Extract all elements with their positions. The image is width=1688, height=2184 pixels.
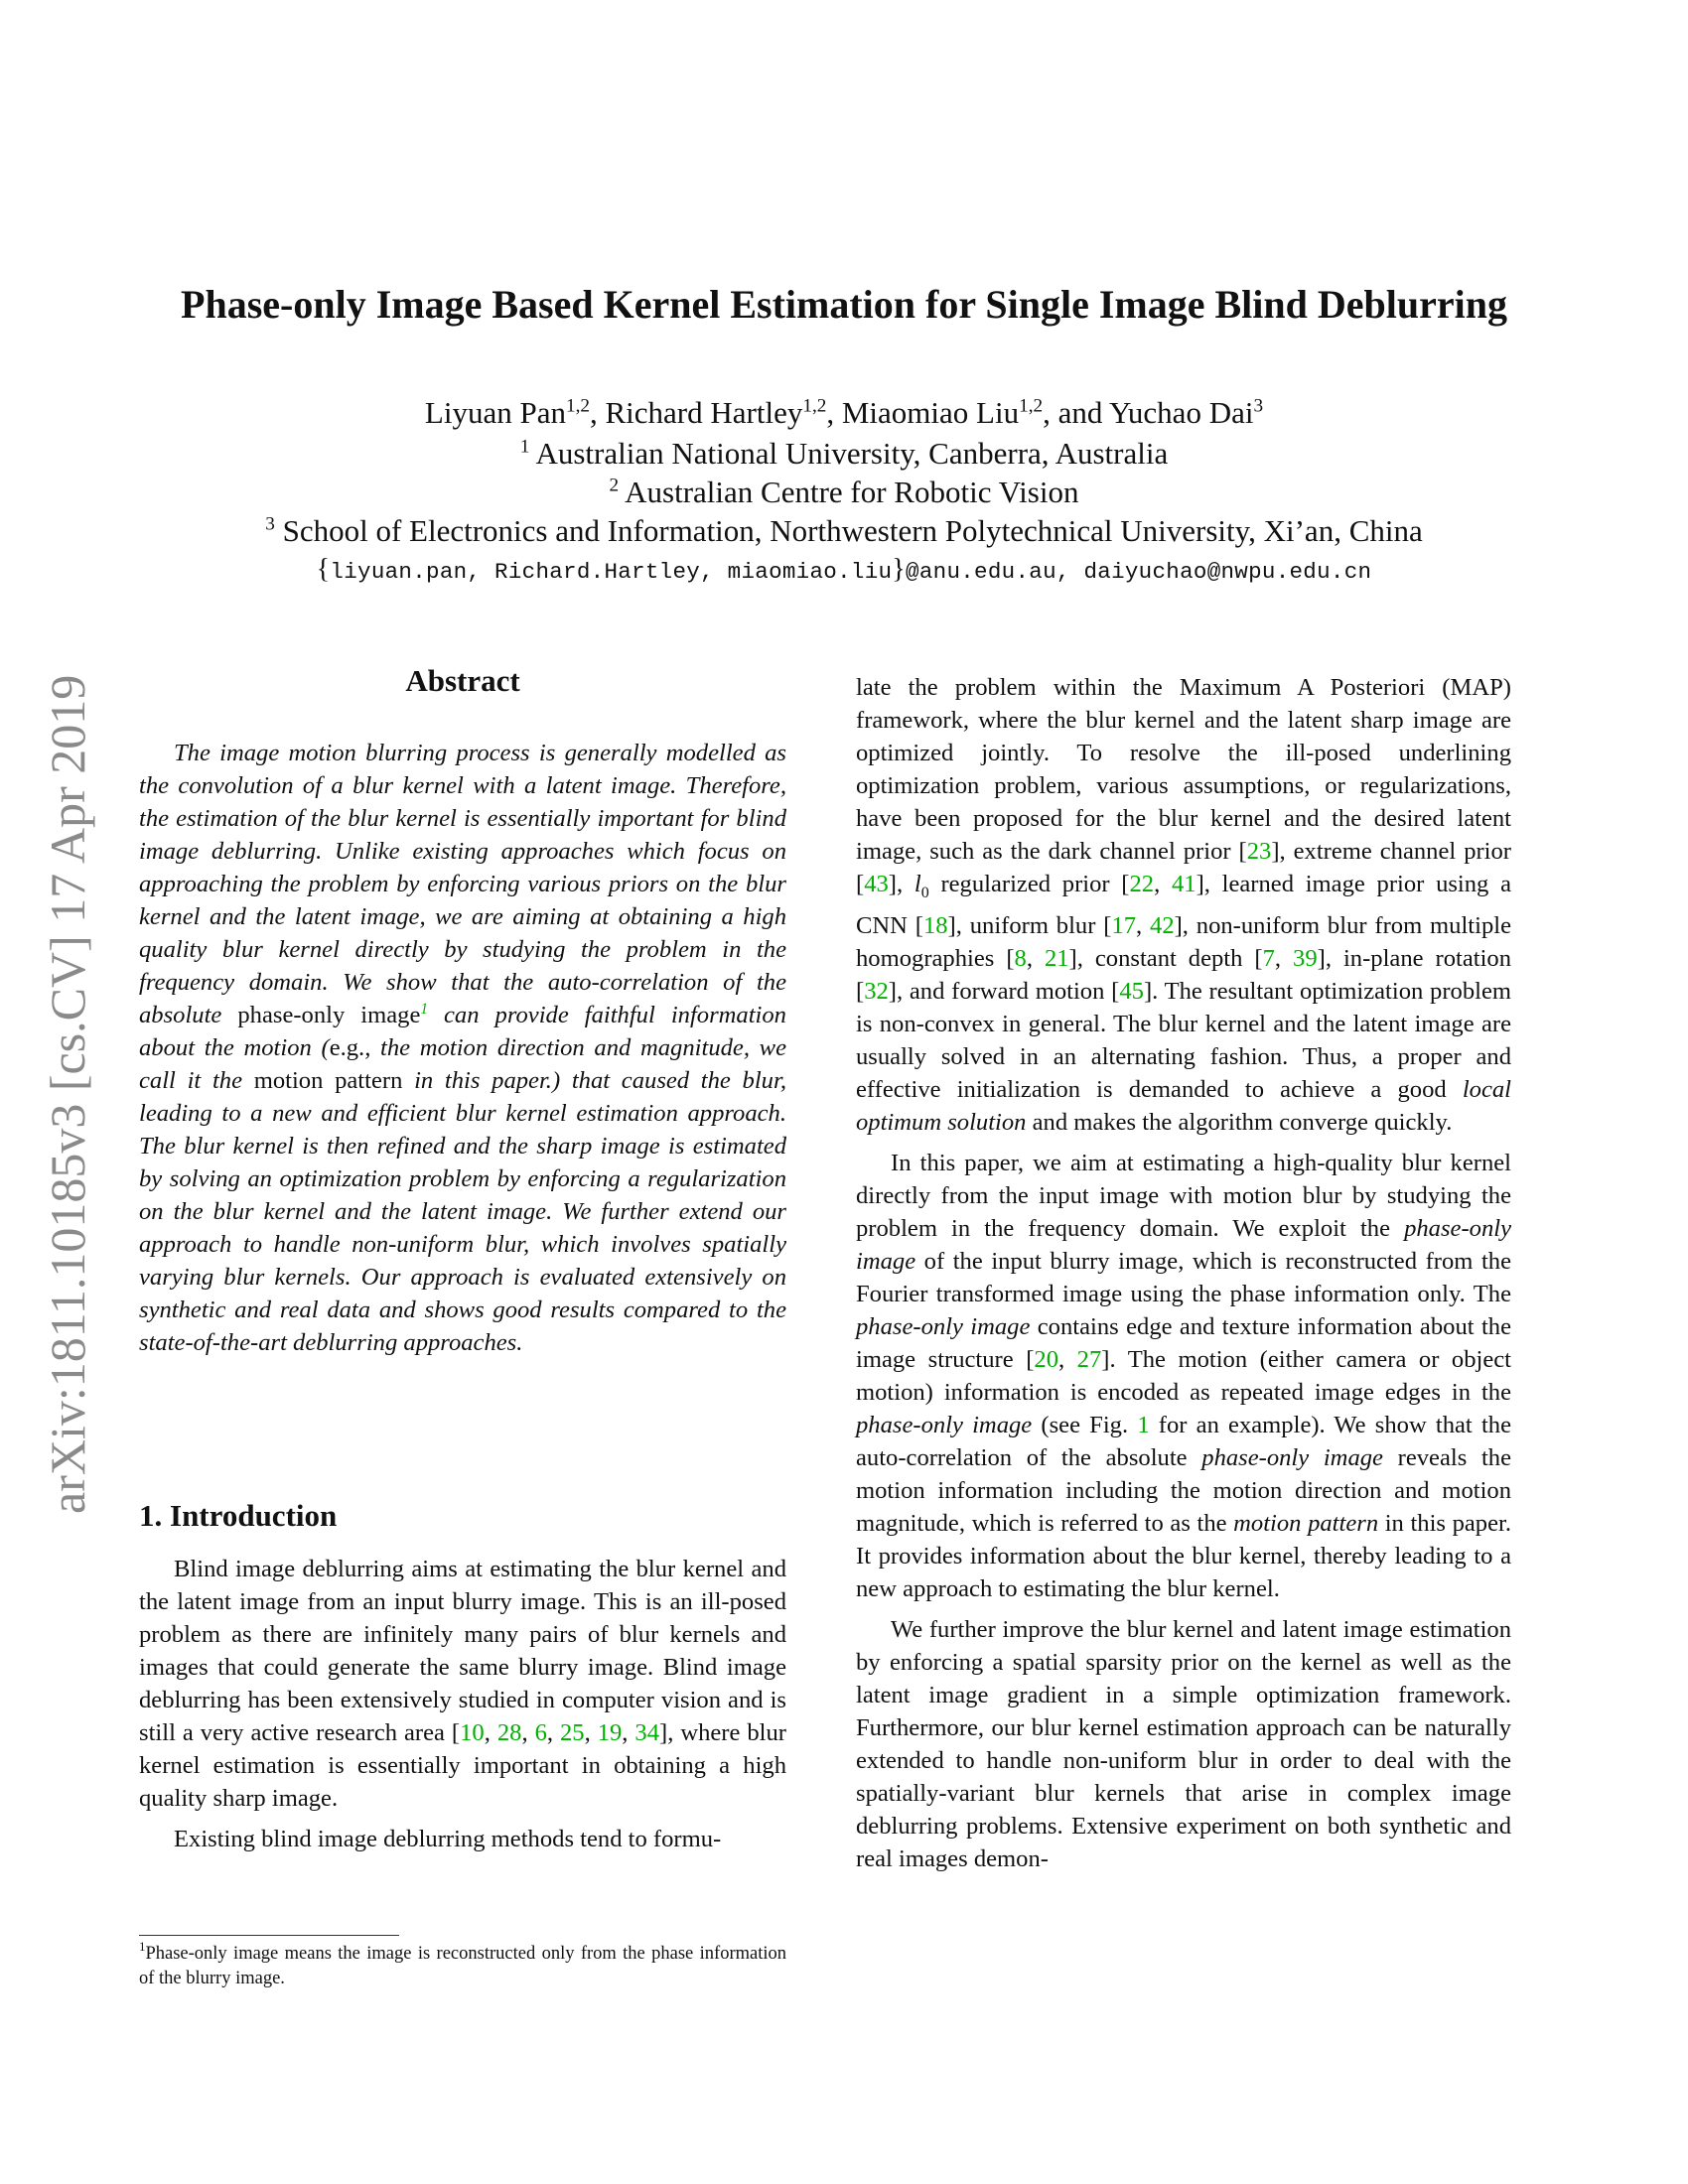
body-paragraph: late the problem within the Maximum A Posteriori (MAP) framework, where the blur kernel and the latent sharp image are optimized jointly. To resolve the ill-posed underlining optimization problem, various assumptions, or regularizations, have been proposed for the blur kernel and the desired latent image, such as the dark channel prior [23], extreme channel prior [43], $l_0$ regularized prior [22, 41], learned image prior using a CNN [18], uniform blur [17, 42], non-uniform blur from multiple homographies [8, 21], constant depth [7, 39], in-plane rotation [32], and forward motion [45]. The resultant optimization problem is non-convex in general. The blur kernel and the latent image are usually solved in an alternating fashion. Thus, a proper and effective initialization is demanded to achieve a good local optimum solution and makes the algorithm converge quickly. xyxy=(856,674,1512,1136)
citation-link[interactable]: 17 xyxy=(1111,911,1137,939)
citation-link[interactable]: 23 xyxy=(1246,838,1272,865)
author-name: Liyuan Pan xyxy=(424,395,566,430)
citation-link[interactable]: 22 xyxy=(1129,871,1155,897)
citation-link[interactable]: 28 xyxy=(496,1719,522,1746)
body-text: in this paper. It provides information about the blur kernel, thereby leading to a new approach to estimating the blur kernel. xyxy=(856,1509,1511,1602)
body-text: ], learned image prior using a CNN [ xyxy=(856,871,1511,939)
abstract-text: phase-only image xyxy=(237,1002,421,1028)
body-paragraph: In this paper, we aim at estimating a high-quality blur kernel directly from the input image with motion blur by studying the problem in the frequency domain. We exploit the phase-only image of the input blurry image, which is reconstructed from the Fourier transformed image using the phase information only. The phase-only image contains edge and texture information about the image structure [20, 27]. The motion (either camera or object motion) information is encoded as repeated image edges in the phase-only image (see Fig. 1 for an example). We show that the auto-correlation of the absolute phase-only image reveals the motion information including the motion direction and motion magnitude, which is referred to as the motion pattern in this paper. It provides information about the blur kernel, thereby leading to a new approach to estimating the blur kernel. xyxy=(856,1149,1512,1602)
citation-link[interactable]: 20 xyxy=(1034,1345,1058,1373)
affiliation-number: 2 xyxy=(609,475,620,496)
body-text: ], extreme channel prior [ xyxy=(856,838,1511,897)
abstract-paragraph xyxy=(139,737,786,1359)
citation-link[interactable]: 18 xyxy=(922,911,948,939)
abstract-text: , the motion direction and magnitude, we call it the xyxy=(139,1034,786,1094)
email-names: liyuan.pan, Richard.Hartley, miaomiao.liu xyxy=(330,559,893,585)
author-emails xyxy=(119,554,1569,586)
body-text-italic: motion pattern xyxy=(1233,1509,1379,1537)
citation-link[interactable]: 8 xyxy=(1014,944,1027,972)
affiliation-number: 3 xyxy=(265,513,275,535)
citation-link[interactable]: 41 xyxy=(1171,871,1196,897)
author-name: , Richard Hartley xyxy=(590,395,803,430)
math-subscript: 0 xyxy=(920,884,929,901)
body-text: ], where blur kernel estimation is essentially important in obtaining a high quality sharp image. xyxy=(139,1719,786,1812)
body-text: ], non-uniform blur from multiple homographies [ xyxy=(856,911,1511,972)
citation-link[interactable]: 42 xyxy=(1150,911,1175,939)
footnote xyxy=(139,1939,786,1991)
body-text-italic: local optimum solution xyxy=(856,1075,1511,1136)
affiliation-text: Australian Centre for Robotic Vision xyxy=(619,475,1079,509)
email-domains: @anu.edu.au, daiyuchao@nwpu.edu.cn xyxy=(906,559,1372,585)
paper-title: Phase-only Image Based Kernel Estimation for Single Image Blind Deblurring xyxy=(181,282,1507,327)
arxiv-identifier: arXiv:1811.10185v3 [cs.CV] 17 Apr 2019 xyxy=(40,674,95,1514)
affiliation-text: Australian National University, Canberra, Australia xyxy=(529,436,1169,471)
math-symbol: l xyxy=(914,871,921,897)
abstract-text: in this paper.) that caused the blur, leading to a new and efficient blur kernel estimation approach. The blur kernel is then refined and the sharp image is estimated by solving an optimization problem by enforcing a regularization on the blur kernel and the latent image. We further extend our approach to handle non-uniform blur, which involves spatially varying blur kernels. Our approach is evaluated extensively on synthetic and real data and shows good results compared to the state-of-the-art deblurring approaches. xyxy=(139,1067,786,1356)
citation-link[interactable]: 45 xyxy=(1119,977,1144,1005)
figure-link[interactable]: 1 xyxy=(1137,1411,1150,1438)
body-text: Blind image deblurring aims at estimating the blur kernel and the latent image from an input blurry image. This is an ill-posed problem as there are infinitely many pairs of blur kernels and images that could generate the same blurry image. Blind image deblurring has been extensively studied in computer vision and is still a very active research area [ xyxy=(139,1556,786,1746)
body-text: reveals the motion information including the motion direction and motion magnitude, which is referred to as the xyxy=(856,1443,1512,1537)
author-affiliation-mark: 1,2 xyxy=(1019,395,1044,417)
author-affiliation-mark: 1,2 xyxy=(802,395,827,417)
body-text-italic: phase-only image xyxy=(1201,1443,1383,1471)
body-text: late the problem within the Maximum A Posteriori (MAP) framework, where the blur kernel and the latent sharp image are optimized jointly. To resolve the ill-posed underlining optimization problem, various assumptions, or regularizations, have been proposed for the blur kernel and the desired latent image, such as the dark channel prior [ xyxy=(856,674,1511,865)
abstract-text: e.g. xyxy=(329,1034,365,1061)
author-affiliation-mark: 1,2 xyxy=(565,395,590,417)
affiliation-2 xyxy=(119,473,1569,512)
citation-link[interactable]: 7 xyxy=(1262,944,1275,972)
intro-paragraph: Blind image deblurring aims at estimating the blur kernel and the latent image from an input blurry image. This is an ill-posed problem as there are infinitely many pairs of blur kernels and images that could generate the same blurry image. Blind image deblurring has been extensively studied in computer vision and is still a very active research area [10, 28, 6, 25, 19, 34], where blur kernel estimation is essentially important in obtaining a high quality sharp image. xyxy=(139,1556,786,1812)
abstract-text: can provide faithful information about the motion ( xyxy=(139,1002,786,1061)
body-text: and makes the algorithm converge quickly. xyxy=(1026,1108,1453,1136)
affiliation-number: 1 xyxy=(519,436,530,458)
affiliation-text: School of Electronics and Information, Northwestern Polytechnical University, Xi’an, China xyxy=(274,513,1423,548)
citation-link[interactable]: 6 xyxy=(534,1719,547,1746)
author-list xyxy=(119,393,1569,433)
citation-link[interactable]: 27 xyxy=(1076,1345,1102,1373)
footnote-text: Phase-only image means the image is reconstructed only from the phase information of the blurry image. xyxy=(139,1944,786,1988)
body-text-italic: phase-only image xyxy=(856,1411,1033,1438)
citation-link[interactable]: 39 xyxy=(1293,944,1318,972)
affiliation-1 xyxy=(119,434,1569,474)
body-text: ], xyxy=(888,871,914,897)
citation-link[interactable]: 32 xyxy=(864,977,889,1005)
body-text-italic: phase-only image xyxy=(856,1214,1511,1275)
body-text: (see Fig. xyxy=(1032,1411,1138,1438)
citation-link[interactable]: 10 xyxy=(460,1719,485,1746)
author-name: , and Yuchao Dai xyxy=(1043,395,1254,430)
body-text: ]. The motion (either camera or object motion) information is encoded as repeated image edges in the xyxy=(856,1345,1511,1406)
body-paragraph: We further improve the blur kernel and latent image estimation by enforcing a spatial sparsity prior on the kernel as well as the latent image gradient in a simple optimization framework. Furthermore, our blur kernel estimation approach can be naturally extended to handle non-uniform blur in order to deal with the spatially-variant blur kernels that arise in complex image deblurring problems. Extensive experiment on both synthetic and real images demon- xyxy=(856,1615,1511,1872)
footnote-mark[interactable]: 1 xyxy=(420,1000,428,1018)
introduction-body xyxy=(139,1553,786,1855)
footnote-number: 1 xyxy=(139,1939,146,1955)
body-text: ], in-plane rotation [ xyxy=(856,944,1512,1005)
body-text: contains edge and texture information about the image structure [ xyxy=(856,1312,1511,1373)
intro-paragraph: Existing blind image deblurring methods tend to formu- xyxy=(174,1826,722,1852)
author-name: , Miaomiao Liu xyxy=(826,395,1020,430)
citation-link[interactable]: 34 xyxy=(634,1719,660,1746)
body-text: regularized prior [ xyxy=(928,871,1130,897)
body-text: ]. The resultant optimization problem is non-convex in general. The blur kernel and the latent image are usually solved in an alternating fashion. Thus, a proper and effective initialization is demanded to achieve a good xyxy=(856,977,1511,1103)
abstract-body xyxy=(139,737,786,1359)
citation-link[interactable]: 21 xyxy=(1044,944,1069,972)
body-text-italic: phase-only image xyxy=(856,1312,1031,1340)
body-text: ], and forward motion [ xyxy=(888,977,1120,1005)
email-brace: } xyxy=(892,554,907,585)
affiliation-3 xyxy=(119,511,1569,551)
author-affiliation-mark: 3 xyxy=(1253,395,1264,417)
abstract-heading: Abstract xyxy=(405,663,520,698)
body-text: for an example). We show that the auto-correlation of the absolute xyxy=(856,1411,1511,1471)
email-brace: { xyxy=(316,554,331,585)
citation-link[interactable]: 19 xyxy=(597,1719,623,1746)
abstract-text: motion pattern xyxy=(253,1067,403,1094)
body-text: of the input blurry image, which is reconstructed from the Fourier transformed image using the phase information only. The xyxy=(856,1247,1511,1307)
body-text: ], constant depth [ xyxy=(1068,944,1263,972)
abstract-text: The image motion blurring process is generally modelled as the convolution of a blur kernel with a latent image. Therefore, the estimation of the blur kernel is essentially important for blind image deblurring. Unlike existing approaches which focus on approaching the problem by enforcing various priors on the blur kernel and the latent image, we are aiming at obtaining a high quality blur kernel directly by studying the problem in the frequency domain. We show that the auto-correlation of the absolute xyxy=(139,740,786,1028)
footnote-rule xyxy=(139,1935,399,1936)
introduction-heading: 1. Introduction xyxy=(139,1498,338,1533)
right-column-body xyxy=(856,671,1511,1875)
citation-link[interactable]: 43 xyxy=(864,871,889,897)
citation-link[interactable]: 25 xyxy=(559,1719,585,1746)
body-text: In this paper, we aim at estimating a high-quality blur kernel directly from the input image with motion blur by studying the problem in the frequency domain. We exploit the xyxy=(856,1149,1511,1242)
body-text: ], uniform blur [ xyxy=(947,911,1112,939)
